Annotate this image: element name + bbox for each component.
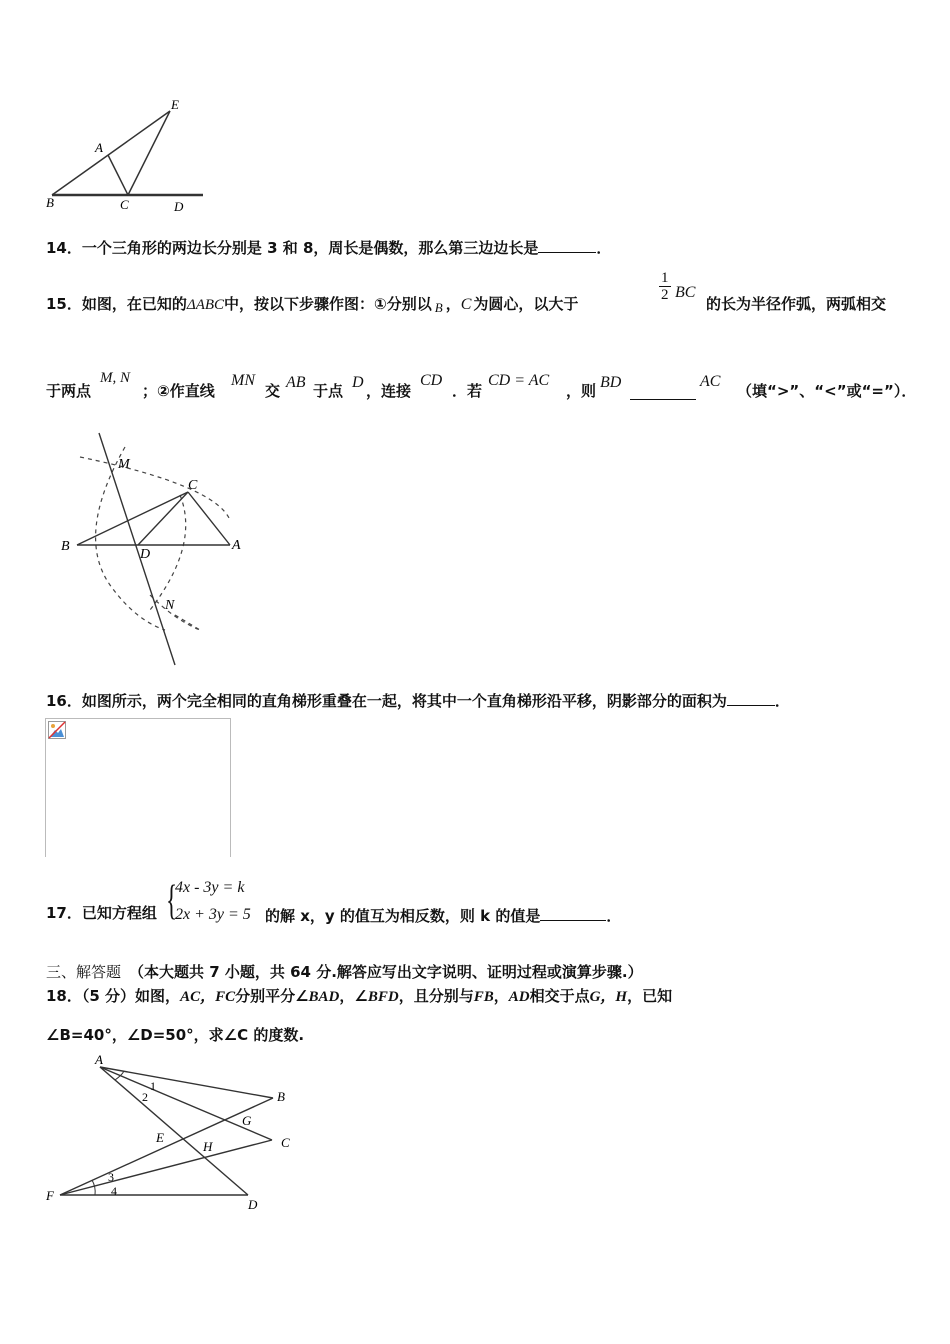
label-b: B — [46, 195, 54, 210]
q15-number: 15． — [46, 295, 82, 313]
line-mn-extension — [175, 615, 200, 630]
label-c: C — [120, 197, 129, 212]
q17-answer-blank[interactable] — [540, 906, 606, 921]
label-angle-1: 1 — [150, 1079, 156, 1093]
q18-gh: G，H — [589, 989, 628, 1005]
figure-q18 — [40, 1050, 310, 1220]
segment-fc — [60, 1140, 272, 1195]
label-d: D — [248, 1197, 258, 1212]
label-g: G — [242, 1113, 252, 1128]
q18-text-6: 相交于点 — [529, 987, 590, 1005]
q17-brace: { — [166, 878, 178, 924]
figure-q13 — [40, 95, 215, 220]
label-angle-3: 3 — [108, 1170, 114, 1184]
q18-text-2: 分别平分∠ — [235, 987, 309, 1005]
section-3-title: 三、解答题 — [46, 963, 122, 981]
q15-text-8: 于点 — [313, 382, 344, 400]
q18-text-4: ，且分别与 — [398, 987, 474, 1005]
q15-condition: CD = AC — [488, 372, 550, 389]
q15-triangle: ΔABC — [186, 297, 225, 313]
q18-angle-bfd: BFD — [367, 989, 399, 1005]
line-ac — [108, 155, 128, 195]
q18-fb: FB — [473, 989, 494, 1005]
label-a: A — [95, 140, 103, 155]
broken-image-placeholder — [45, 718, 231, 857]
label-m: M — [118, 457, 130, 472]
q18-text-1: 如图， — [135, 987, 181, 1005]
q15-segment-bd: BD — [600, 374, 622, 391]
segment-ac — [100, 1067, 272, 1140]
label-h: H — [203, 1139, 213, 1154]
q15-segment-ab: AB — [286, 374, 306, 391]
segment-ca — [188, 492, 230, 545]
q15-text-9: ，连接 — [366, 382, 412, 400]
q15-text-12: （填“>”、“<”或“=”）． — [737, 382, 917, 400]
label-a: A — [232, 538, 241, 553]
q16-end: ． — [774, 692, 790, 710]
q15-text-6: ；②作直线 — [142, 382, 215, 400]
question-15-line1 — [46, 297, 578, 313]
segment-cd — [138, 492, 188, 545]
q15-text-1: 如图，在已知的 — [81, 295, 187, 313]
label-angle-4: 4 — [111, 1184, 117, 1198]
q15-fraction — [659, 270, 671, 303]
q16-text: 如图所示，两个完全相同的直角梯形重叠在一起，将其中一个直角梯形沿平移，阴影部分的面积为 — [81, 692, 727, 710]
segment-ab — [100, 1067, 273, 1098]
q18-number: 18． — [46, 987, 82, 1005]
q15-segment-cd: CD — [420, 372, 443, 389]
q17-equation-2: 2x + 3y = 5 — [175, 906, 251, 923]
label-d: D — [140, 547, 151, 562]
label-b: B — [277, 1089, 285, 1104]
q15-text-5: 于两点 — [46, 382, 92, 400]
q17-equation-1: 4x - 3y = k — [175, 879, 245, 896]
q18-ac-fc: AC，FC — [180, 989, 236, 1005]
q18-score: （5 分） — [81, 987, 136, 1005]
broken-image-icon — [48, 721, 66, 739]
label-f: F — [46, 1188, 54, 1203]
q15-comma: ， — [445, 295, 461, 313]
q14-answer-blank[interactable] — [538, 238, 596, 253]
arc-from-c-right — [150, 495, 186, 610]
q15-text-4: 的长为半径作弧，两弧相交 — [706, 295, 887, 313]
q18-ad: AD — [508, 989, 530, 1005]
line-ce — [128, 111, 170, 195]
q18-angle-bad: BAD — [308, 989, 340, 1005]
angle-arc-f — [92, 1180, 95, 1195]
label-e: E — [171, 97, 179, 112]
section-3-note: （本大题共 7 小题，共 64 分.解答应写出文字说明、证明过程或演算步骤.） — [129, 963, 643, 981]
label-c: C — [188, 478, 198, 493]
label-b: B — [61, 539, 70, 554]
label-e: E — [156, 1130, 164, 1145]
question-18-line1 — [46, 989, 672, 1005]
q15-segment-ac: AC — [700, 373, 721, 390]
q15-frac-num: 1 — [661, 270, 669, 286]
q17-end: ． — [606, 907, 622, 925]
label-c: C — [281, 1135, 290, 1150]
q15-text-7: 交 — [265, 382, 281, 400]
q15-text-3: 为圆心，以大于 — [473, 295, 579, 313]
question-14 — [46, 238, 611, 256]
q17-text-2: 的解 x，y 的值互为相反数，则 k 的值是 — [265, 907, 541, 925]
q14-number: 14． — [46, 239, 82, 257]
q17-line-rest — [265, 906, 621, 924]
q14-end: ． — [596, 239, 612, 257]
q15-points-mn: M, N — [100, 370, 130, 386]
q15-bc: BC — [675, 284, 696, 301]
q15-text-11: ，则 — [566, 382, 597, 400]
q18-text-3: ，∠ — [339, 987, 368, 1005]
q15-point-b: B — [434, 300, 443, 315]
label-n: N — [165, 598, 175, 613]
q15-answer-blank[interactable] — [630, 385, 696, 400]
q14-text: 一个三角形的两边长分别是 3 和 8，周长是偶数，那么第三边边长是 — [81, 239, 539, 257]
label-a: A — [95, 1052, 103, 1067]
q17-number: 17． — [46, 904, 82, 922]
line-be — [52, 111, 170, 195]
q17-text-1: 已知方程组 — [81, 904, 157, 922]
q15-text-2: 中，按以下步骤作图：①分别以 — [224, 295, 432, 313]
q16-number: 16． — [46, 692, 82, 710]
label-d: D — [174, 199, 184, 214]
q15-line-mn: MN — [231, 372, 255, 389]
question-18-line2: ∠B=40°，∠D=50°，求∠C 的度数. — [46, 1026, 305, 1044]
q18-text-7: ，已知 — [627, 987, 673, 1005]
question-17 — [46, 906, 157, 921]
q15-text-10: ．若 — [452, 382, 483, 400]
question-16 — [46, 691, 790, 709]
q16-answer-blank[interactable] — [727, 691, 775, 706]
q15-frac-den: 2 — [661, 287, 669, 303]
q18-text-5: ， — [493, 987, 509, 1005]
q15-point-c: C — [460, 296, 472, 313]
arc-from-b — [80, 457, 230, 520]
section-3-heading — [46, 965, 643, 980]
q15-point-d: D — [352, 374, 364, 391]
segment-ad — [100, 1067, 248, 1195]
label-angle-2: 2 — [142, 1090, 148, 1104]
line-mn — [99, 433, 175, 665]
figure-q15 — [55, 425, 255, 670]
